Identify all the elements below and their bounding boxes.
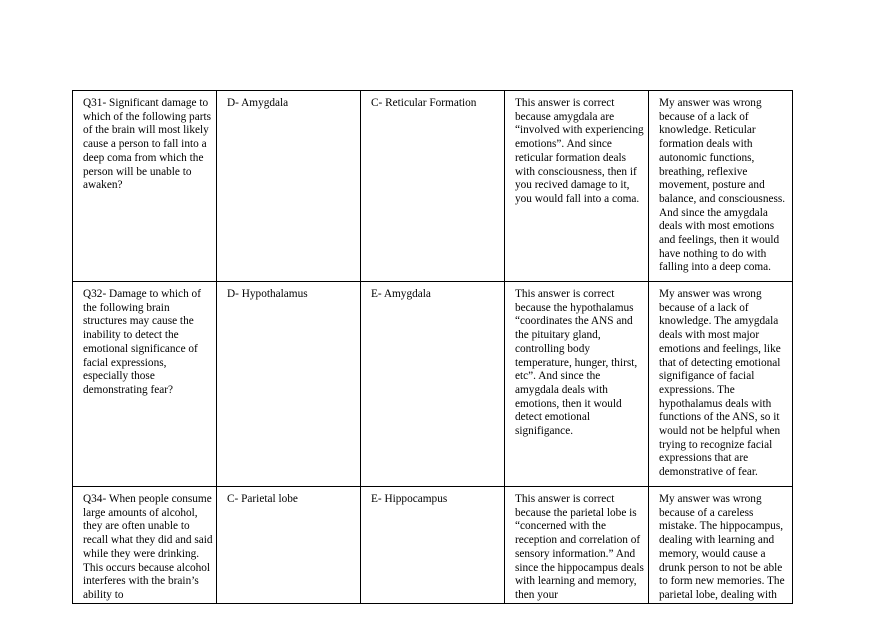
correct-answer-text: C- Reticular Formation [371, 97, 477, 109]
explanation-text: This answer is correct because amygdala are “involved with experiencing emotions”. And since reticular formation deals with consciousness, then if you recived damage to it, you would fall into a coma. [515, 97, 644, 205]
answer-review-table [72, 90, 793, 604]
reflection-cell [649, 282, 793, 487]
table-row [73, 91, 793, 282]
question-text: Q32- Damage to which of the following brain structures may cause the inability to detect the emotional significance of facial expressions, especially those demonstrating fear? [83, 288, 201, 396]
question-cell [73, 91, 217, 282]
table-row [73, 282, 793, 487]
reflection-text: My answer was wrong because of a lack of knowledge. The amygdala deals with most major emotions and feelings, like that of detecting emotional signifigance of facial expressions. The hypothalamus deals with functions of the ANS, so it would not be helpful when trying to recognize facial expressions that are demonstrative of fear. [659, 288, 781, 479]
question-text: Q31- Significant damage to which of the following parts of the brain will most likely cause a person to fall into a deep coma from which the person will be unable to awaken? [83, 97, 212, 192]
correct-answer-text: E- Amygdala [371, 288, 431, 300]
reflection-cell [649, 91, 793, 282]
correct-answer-cell [361, 487, 505, 604]
correct-answer-text: E- Hippocampus [371, 493, 448, 505]
my-answer-cell [217, 282, 361, 487]
my-answer-text: D- Amygdala [227, 97, 289, 109]
reflection-cell [649, 487, 793, 604]
explanation-text: This answer is correct because the parietal lobe is “concerned with the reception and correlation of sensory information.” And since the hippocampus deals with learning and memory, then your [515, 493, 644, 601]
correct-answer-cell [361, 282, 505, 487]
explanation-cell [505, 282, 649, 487]
my-answer-cell [217, 487, 361, 604]
explanation-text: This answer is correct because the hypothalamus “coordinates the ANS and the pituitary gland, controlling body temperature, hunger, thirst, etc”. And since the amygdala deals with emotions, then it would detect emotional signifigance. [515, 288, 638, 438]
reflection-text: My answer was wrong because of a careless mistake. The hippocampus, dealing with learning and memory, would cause a drunk person to not be able to form new memories. The parietal lobe, dealing with [659, 493, 785, 601]
explanation-cell [505, 91, 649, 282]
question-text: Q34- When people consume large amounts of alcohol, they are often unable to recall what they did and said while they were drinking. This occurs because alcohol interferes with the brain’s ability to [83, 493, 213, 601]
my-answer-cell [217, 91, 361, 282]
table-row [73, 487, 793, 604]
my-answer-text: D- Hypothalamus [227, 288, 308, 300]
my-answer-text: C- Parietal lobe [227, 493, 298, 505]
question-cell [73, 487, 217, 604]
reflection-text: My answer was wrong because of a lack of knowledge. Reticular formation deals with autonomic functions, breathing, reflexive movement, posture and balance, and consciousness. And since the amygdala deals with most emotions and feelings, then it would have nothing to do with falling into a deep coma. [659, 97, 786, 274]
correct-answer-cell [361, 91, 505, 282]
question-cell [73, 282, 217, 487]
explanation-cell [505, 487, 649, 604]
